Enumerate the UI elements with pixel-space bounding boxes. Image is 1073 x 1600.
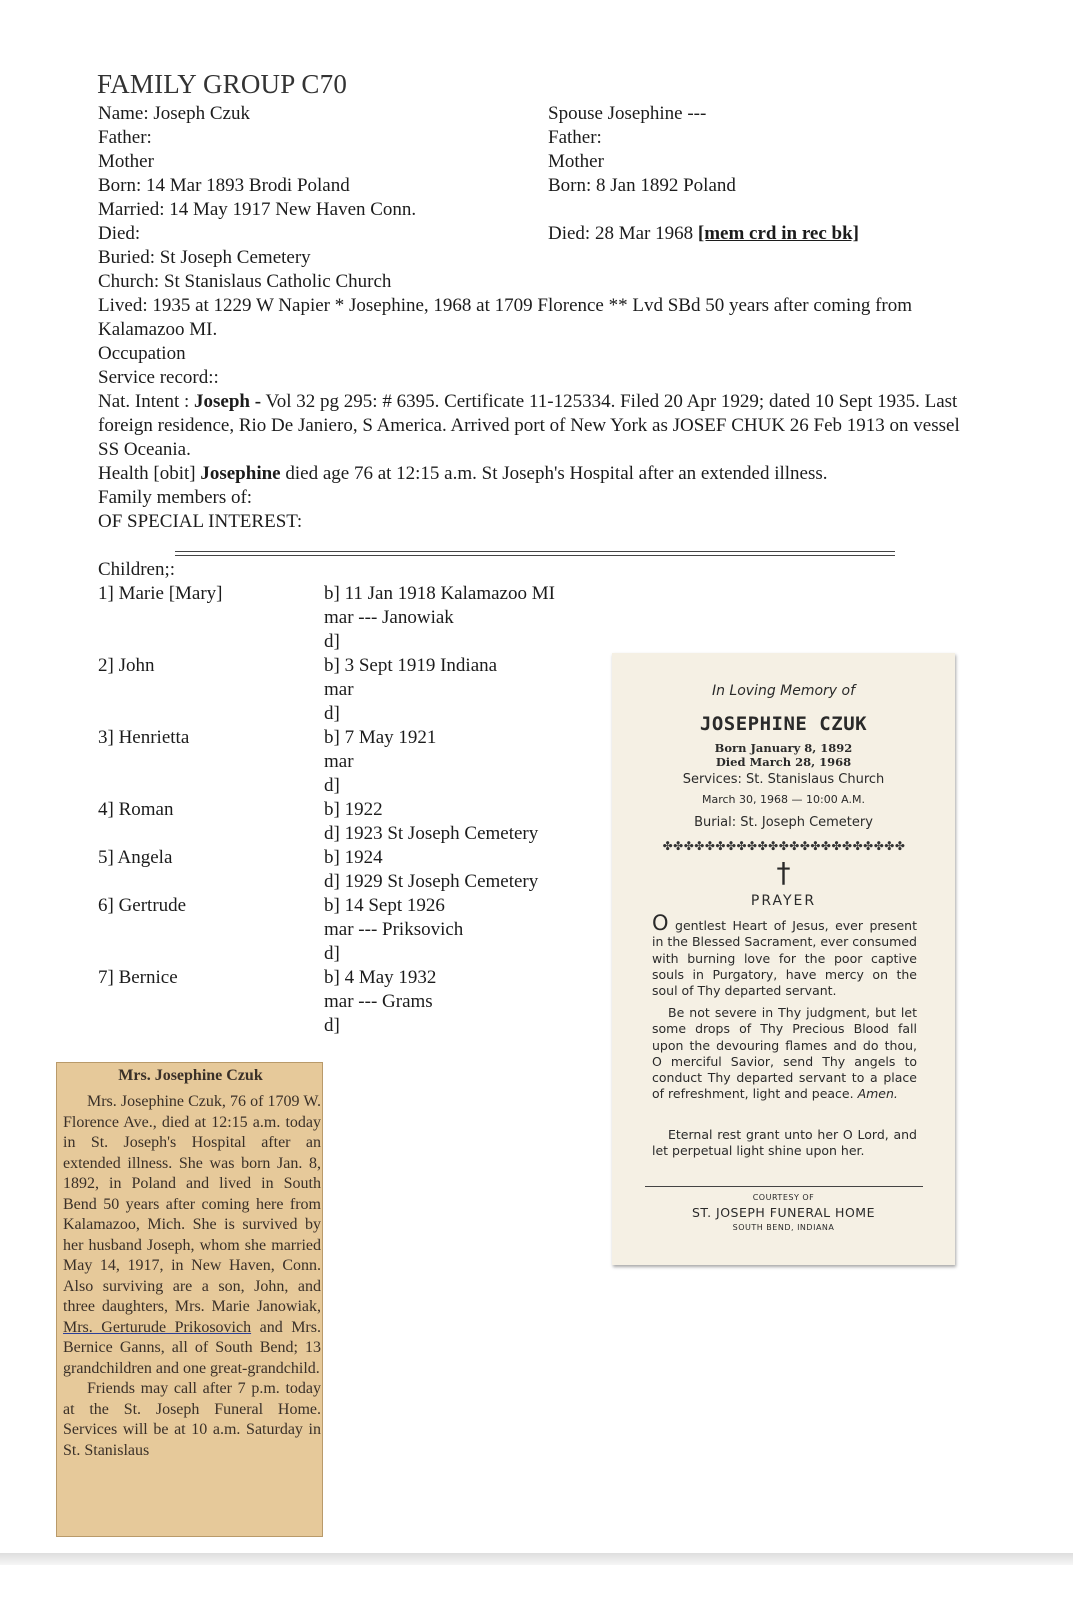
child-detail: d] <box>324 631 340 652</box>
children-label: Children;: <box>98 559 176 580</box>
memorial-card-note: [mem crd in rec bk] <box>697 223 859 244</box>
card-amen: Amen. <box>853 1086 898 1102</box>
child-name: 1] Marie [Mary] <box>98 583 223 604</box>
card-ornament-row: ✤✤✤✤✤✤✤✤✤✤✤✤✤✤✤✤✤✤✤✤✤✤✤ <box>662 839 906 853</box>
child-detail: d] <box>324 943 340 964</box>
cross-icon: † <box>776 856 791 889</box>
card-funeral-home: ST. JOSEPH FUNERAL HOME <box>692 1205 875 1220</box>
husband-married: Married: 14 May 1917 New Haven Conn. <box>98 199 417 220</box>
page-bottom-edge <box>0 1553 1073 1565</box>
child-detail: b] 1924 <box>324 847 383 868</box>
husband-born: Born: 14 Mar 1893 Brodi Poland <box>98 175 350 196</box>
double-rule-divider <box>175 551 895 556</box>
card-services: Services: St. Stanislaus Church <box>682 772 885 787</box>
nat-intent-name: Joseph - <box>194 391 262 412</box>
child-detail: d] <box>324 1015 340 1036</box>
card-prayer-paragraph-2 <box>652 1005 917 1103</box>
clipping-headline: Mrs. Josephine Czuk <box>118 1067 263 1084</box>
clipping-body <box>63 1092 321 1461</box>
child-name: 2] John <box>98 655 155 676</box>
spouse-died <box>548 222 859 246</box>
memorial-card <box>612 653 955 1265</box>
spouse-father: Father: <box>548 127 602 148</box>
occupation-label: Occupation <box>98 343 186 364</box>
card-prayer-heading: PRAYER <box>750 893 817 909</box>
page-title: FAMILY GROUP C70 <box>97 69 348 99</box>
husband-mother: Mother <box>98 151 154 172</box>
husband-died: Died: <box>98 223 141 244</box>
card-died-date: Died March 28, 1968 <box>715 755 852 769</box>
child-detail: mar --- Janowiak <box>324 607 454 628</box>
family-members-label: Family members of: <box>98 487 253 508</box>
child-detail: b] 4 May 1932 <box>324 967 437 988</box>
child-name: 5] Angela <box>98 847 173 868</box>
card-burial: Burial: St. Joseph Cemetery <box>694 815 873 830</box>
child-name: 4] Roman <box>98 799 174 820</box>
child-detail: d] <box>324 775 340 796</box>
child-detail: b] 3 Sept 1919 Indiana <box>324 655 498 676</box>
card-in-loving-memory: In Loving Memory of <box>711 683 856 699</box>
child-detail: mar --- Priksovich <box>324 919 464 940</box>
card-services-date: March 30, 1968 — 10:00 A.M. <box>701 793 866 806</box>
spouse-born: Born: 8 Jan 1892 Poland <box>548 175 736 196</box>
health-name: Josephine <box>200 463 281 484</box>
obituary-clipping <box>56 1062 323 1537</box>
child-name: 7] Bernice <box>98 967 178 988</box>
spouse-name: Spouse Josephine --- <box>548 103 707 124</box>
child-detail: b] 1922 <box>324 799 383 820</box>
child-detail: mar --- Grams <box>324 991 433 1012</box>
clipping-paragraph <box>63 1092 321 1379</box>
health-label: Health [obit] <box>98 463 201 484</box>
child-detail: d] <box>324 703 340 724</box>
clipping-paragraph: Friends may call after 7 p.m. today at the St. Joseph Funeral Home. Services will be at 10 a.m. Saturday in St. Stanislaus <box>63 1380 321 1459</box>
child-detail: mar <box>324 679 354 700</box>
card-prayer-1-text: gentlest Heart of Jesus, ever present in the Blessed Sacrament, ever consumed with burning love for the poor captive souls in Purgatory, have mercy on the soul of Thy departed servant. <box>652 918 917 999</box>
husband-buried: Buried: St Joseph Cemetery <box>98 247 311 268</box>
card-divider <box>645 1186 923 1187</box>
card-drop-cap: O <box>652 911 669 935</box>
child-name: 3] Henrietta <box>98 727 190 748</box>
nat-intent-text: Vol 32 pg 295: # 6395. Certificate 11-125334. Filed 20 Apr 1929; dated 10 Sept 1935. Last foreign residence, Rio De Janiero, S America. Arrived port of New York as JOSEF CHUK 26 Feb 1913 on vessel SS Oceania. <box>98 391 960 460</box>
husband-father: Father: <box>98 127 152 148</box>
child-detail: b] 14 Sept 1926 <box>324 895 445 916</box>
spouse-mother: Mother <box>548 151 604 172</box>
child-detail: b] 7 May 1921 <box>324 727 437 748</box>
card-prayer-2-text: Be not severe in Thy judgment, but let some drops of Thy Precious Blood fall upon the devouring flames and do thou, O merciful Savior, send Thy angels to conduct Thy departed servant to a place of refreshment, light and peace. <box>652 1005 917 1102</box>
service-record-label: Service record:: <box>98 367 219 388</box>
spouse-died-text: Died: 28 Mar 1968 <box>548 223 698 244</box>
clipping-text: and Mrs. Bernice Ganns, all of South Bend; 13 grandchildren and one great-grandchild. <box>63 1318 321 1377</box>
card-deceased-name: JOSEPHINE CZUK <box>699 713 868 735</box>
health-record <box>98 462 960 486</box>
lived-record: Lived: 1935 at 1229 W Napier * Josephine, 1968 at 1709 Florence ** Lvd SBd 50 years after coming from Kalamazoo MI. <box>98 295 913 340</box>
child-detail: d] 1929 St Joseph Cemetery <box>324 871 539 892</box>
card-city: SOUTH BEND, INDIANA <box>732 1223 835 1232</box>
naturalization-record <box>98 390 960 462</box>
husband-church: Church: St Stanislaus Catholic Church <box>98 271 392 292</box>
clipping-text: Mrs. Josephine Czuk, 76 of 1709 W. Florence Ave., died at 12:15 a.m. today in St. Joseph's Hospital after an extended illness. She was born Jan. 8, 1892, in Poland and lived in South Bend 50 years after coming here from Kalamazoo, Mich. She is survived by her husband Joseph, whom she married May 14, 1917, in New Haven, Conn. Also surviving are a son, John, and three daughters, Mrs. Marie Janowiak, <box>63 1093 321 1315</box>
child-name: 6] Gertrude <box>98 895 187 916</box>
child-detail: mar <box>324 751 354 772</box>
husband-name: Name: Joseph Czuk <box>98 103 250 124</box>
nat-intent-label: Nat. Intent : <box>98 391 195 412</box>
clipping-underlined-name: Mrs. Gerturude Prikosovich <box>63 1318 252 1336</box>
special-interest-label: OF SPECIAL INTEREST: <box>98 511 303 532</box>
card-prayer-paragraph-1 <box>652 911 917 999</box>
card-born-date: Born January 8, 1892 <box>714 741 853 755</box>
health-text: died age 76 at 12:15 a.m. St Joseph's Hospital after an extended illness. <box>280 463 828 484</box>
card-prayer-paragraph-3: Eternal rest grant unto her O Lord, and let perpetual light shine upon her. <box>652 1127 917 1159</box>
child-detail: b] 11 Jan 1918 Kalamazoo MI <box>324 583 555 604</box>
card-courtesy: COURTESY OF <box>752 1193 815 1202</box>
child-detail: d] 1923 St Joseph Cemetery <box>324 823 539 844</box>
